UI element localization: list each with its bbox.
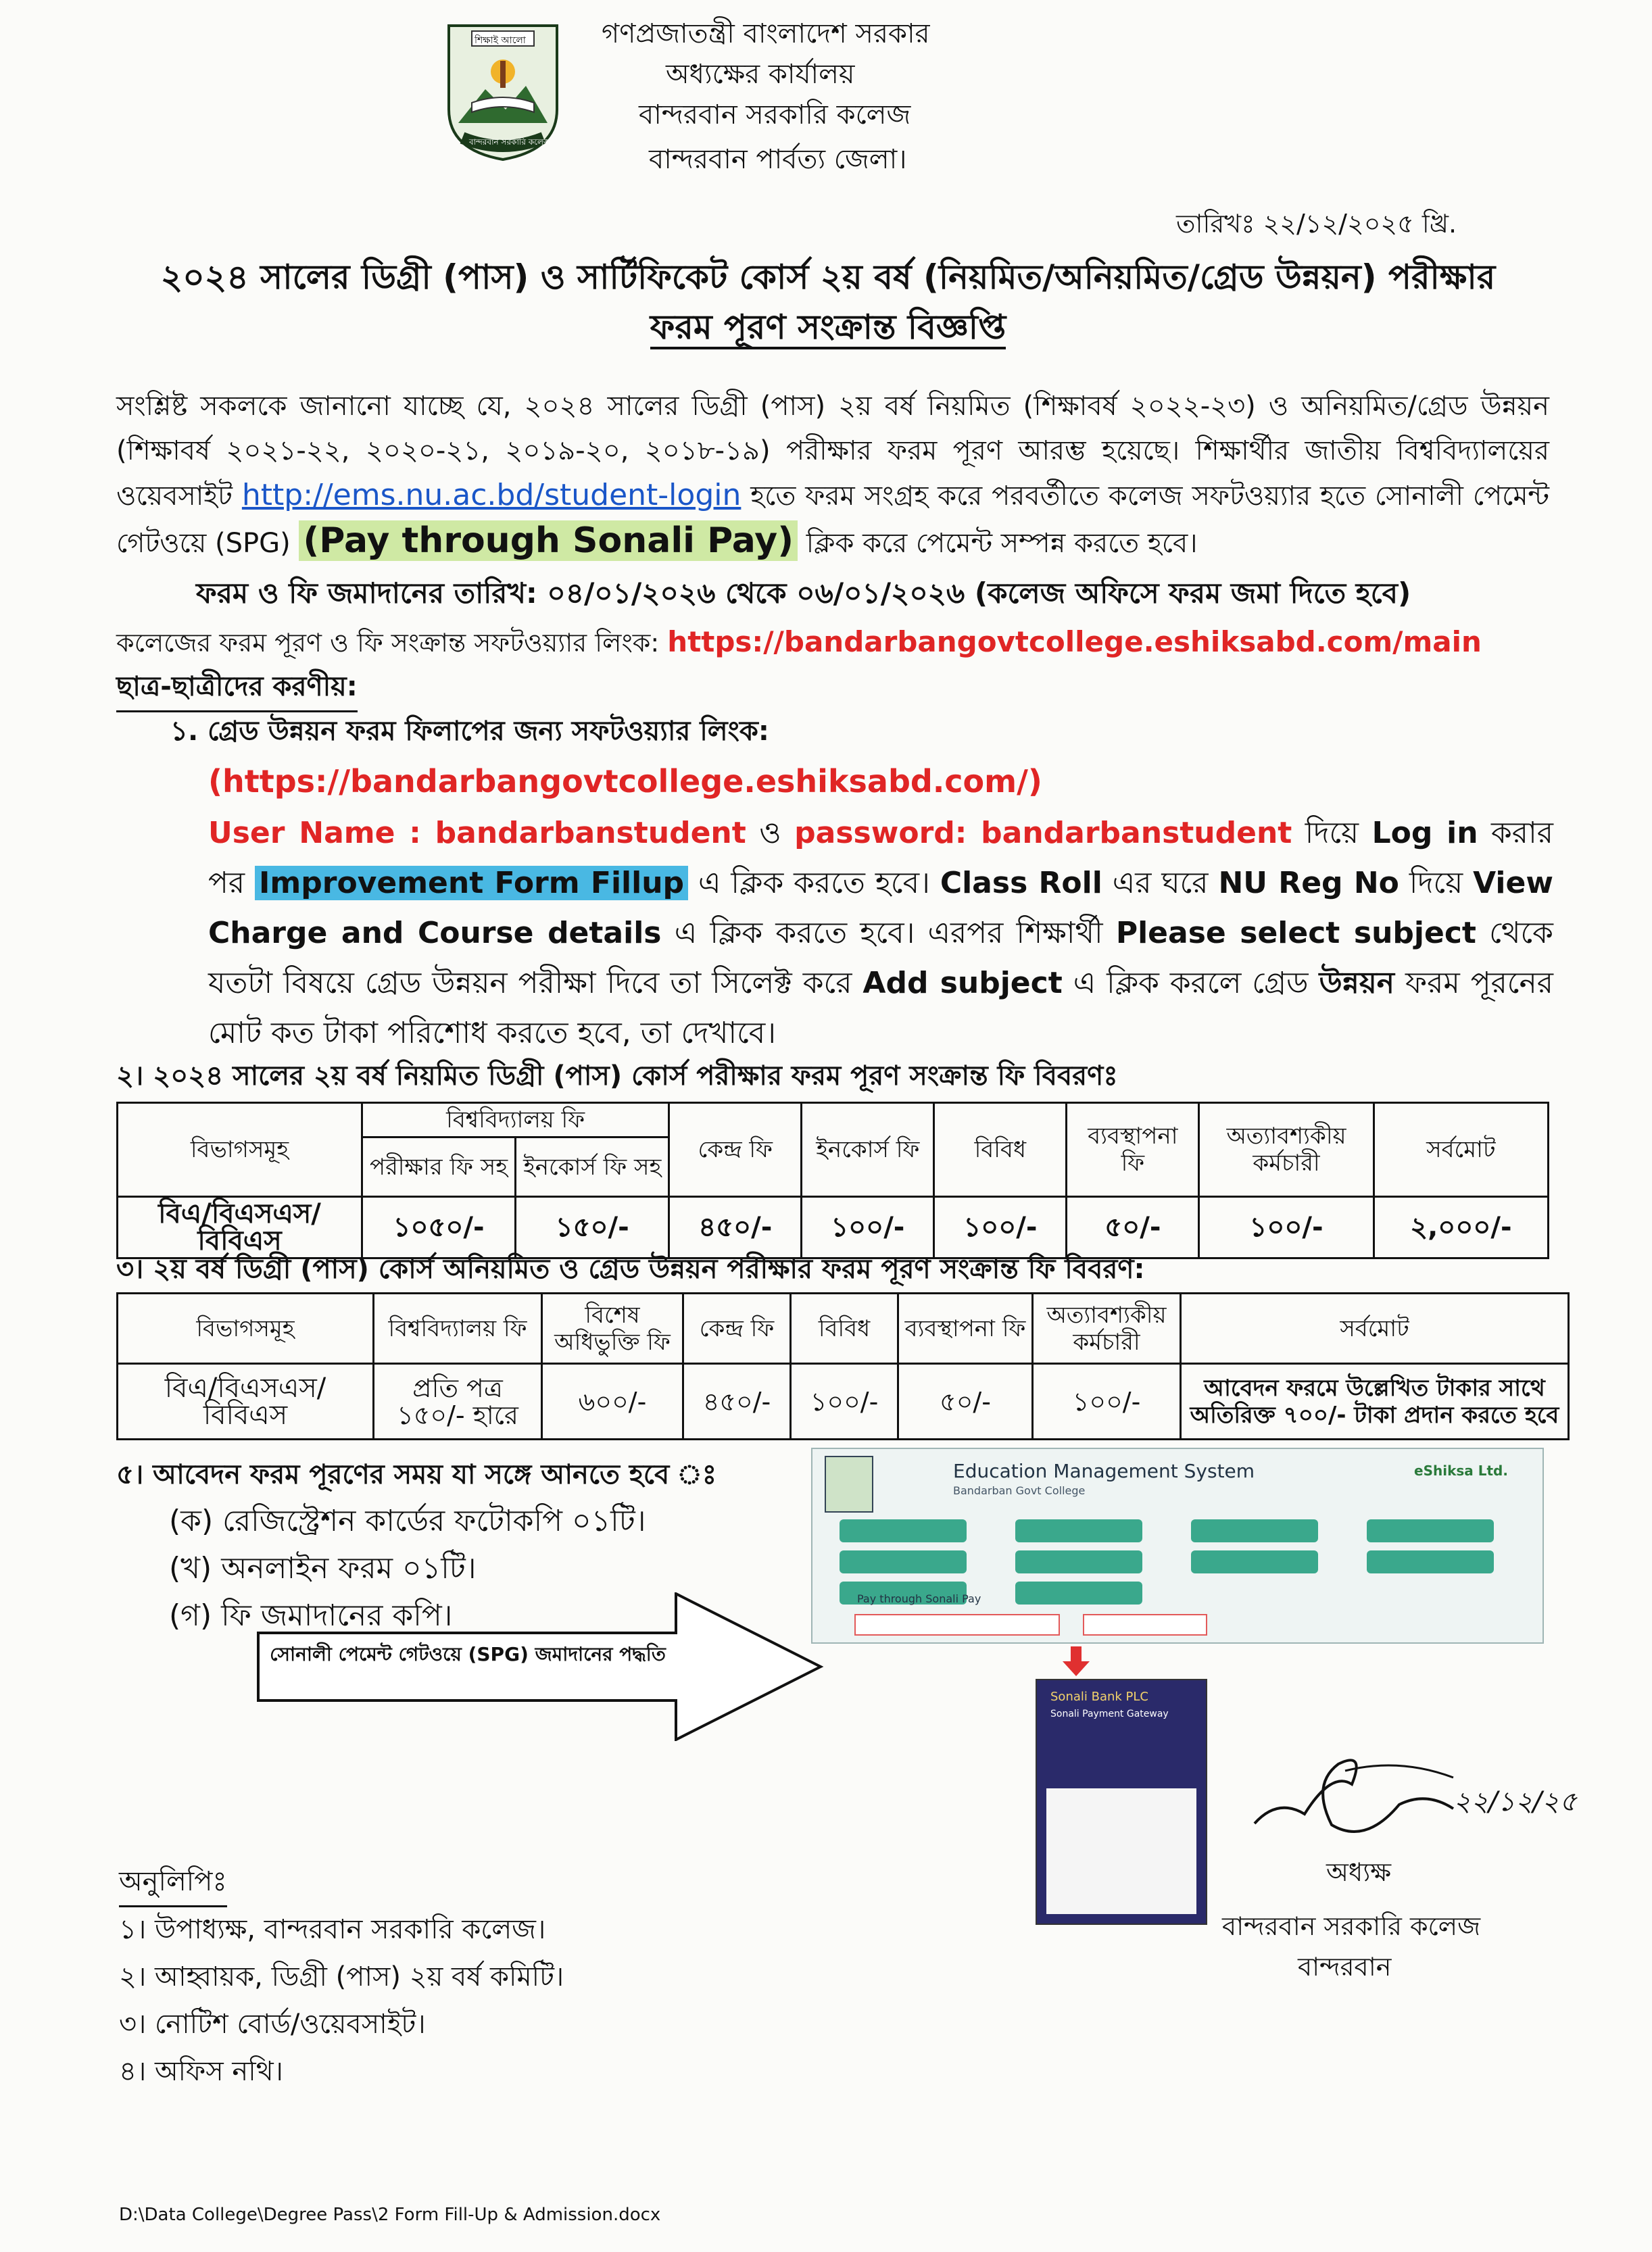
cell-dept: বিএ/বিএসএস/বিবিএস	[118, 1197, 362, 1258]
signatory-college: বান্দরবান সরকারি কলেজ	[1222, 1911, 1481, 1941]
ems-tile[interactable]	[840, 1519, 967, 1542]
arrow-graphic	[257, 1592, 825, 1744]
ems-tile[interactable]	[1015, 1582, 1142, 1605]
irregular-fee-table	[116, 1292, 1570, 1440]
list-item: (ক) রেজিস্ট্রেশন কার্ডের ফটোকপি ০১টি।	[169, 1504, 646, 1538]
step1-text-1: এ ক্লিক করতে হবে।	[698, 866, 930, 900]
date: তারিখঃ ২২/১২/২০২৫ খ্রি.	[1176, 209, 1457, 239]
total-line-2: অতিরিক্ত ৭০০/- টাকা প্রদান করতে হবে	[1190, 1401, 1559, 1429]
step1-text-7: ফরম পূরনের মোট কত টাকা পরিশোধ করতে হবে, তা দেখাবে।	[208, 966, 1553, 1050]
ems-brand: eShiksa Ltd.	[1414, 1463, 1508, 1479]
ems-screenshot	[811, 1448, 1544, 1644]
col-mgmt-fee: ব্যবস্থাপনা ফি	[898, 1294, 1033, 1364]
step1-text-3: দিয়ে	[1409, 866, 1463, 900]
regular-fee-table	[116, 1102, 1549, 1259]
student-duties-heading: ছাত্র-ছাত্রীদের করণীয়:	[116, 665, 358, 712]
col-misc: বিবিধ	[934, 1103, 1067, 1197]
ems-tile[interactable]	[1367, 1519, 1494, 1542]
step1-text-5: থেকে যতটা বিষয়ে গ্রেড উন্নয়ন পরীক্ষা দিবে তা সিলেক্ট করে	[208, 916, 1553, 1000]
step1-login-pre: দিয়ে	[1305, 816, 1359, 850]
ems-title: Education Management System	[953, 1460, 1255, 1482]
col-univ-fee: বিশ্ববিদ্যালয় ফি	[374, 1294, 542, 1364]
header-line-2: অধ্যক্ষের কার্যালয়	[666, 59, 855, 90]
please-select-subject-label: Please select subject	[1115, 916, 1476, 950]
cell-misc: ১০০/-	[791, 1364, 898, 1440]
cell-dept: বিএ/বিএসএস/বিবিএস	[118, 1364, 374, 1440]
ems-subtitle: Bandarban Govt College	[953, 1484, 1086, 1497]
step1-and: ও	[759, 816, 781, 850]
ems-tile[interactable]	[1367, 1550, 1494, 1573]
header-line-3: বান্দরবান সরকারি কলেজ	[639, 99, 911, 130]
step1-text-2: এর ঘরে	[1112, 866, 1209, 900]
college-logo	[445, 22, 561, 162]
cell-staff: ১০০/-	[1033, 1364, 1181, 1440]
ems-tile[interactable]	[840, 1550, 967, 1573]
col-staff: অত্যাবশ্যকীয় কর্মচারী	[1033, 1294, 1181, 1364]
header-line-4: বান্দরবান পার্বত্য জেলা।	[649, 144, 907, 175]
class-roll-label: Class Roll	[940, 866, 1102, 900]
list-item: ২। আহ্বায়ক, ডিগ্রী (পাস) ২য় বর্ষ কমিটি।	[119, 1961, 564, 1992]
step1-text-4: এ ক্লিক করতে হবে। এরপর শিক্ষার্থী	[674, 916, 1103, 950]
intro-text-1: সংশ্লিষ্ট সকলকে জানানো যাচ্ছে যে, ২০২৪ সালের ডিগ্রী (পাস) ২য় বর্ষ নিয়মিত (শিক্ষাবর্ষ ২০২২-২৩) ও অনিয়মিত/গ্রেড উন্নয়ন (শিক্ষাবর্ষ ২০২১-২২, ২০২০-২১, ২০১৯-২০, ২০১৮-১৯) পরীক্ষার ফরম পূরণ আরম্ভ হয়েছে। শিক্ষার্থীর জাতীয় বিশ্ববিদ্যালয়ের ওয়েবসাইট	[116, 391, 1549, 512]
cell-special-fee: ৬০০/-	[542, 1364, 683, 1440]
cell-exam-fee: ১০৫০/-	[362, 1197, 515, 1258]
signature-date: ২২/১২/২৫	[1453, 1786, 1577, 1817]
step1-unnoyon: উন্নয়ন	[1319, 966, 1395, 1000]
deadline: ফরম ও ফি জমাদানের তারিখ: ০৪/০১/২০২৬ থেকে ০৬/০১/২০২৬ (কলেজ অফিসে ফরম জমা দিতে হবে)	[196, 577, 1411, 610]
step1-heading: ১. গ্রেড উন্নয়ন ফরম ফিলাপের জন্য সফটওয়্যার লিংক:	[170, 716, 769, 747]
footer-file-path: D:\Data College\Degree Pass\2 Form Fill-Up & Admission.docx	[119, 2205, 661, 2225]
total-line-1: আবেদন ফরমে উল্লেখিত টাকার সাথে	[1204, 1374, 1545, 1402]
section2-heading: ২। ২০২৪ সালের ২য় বর্ষ নিয়মিত ডিগ্রী (পাস) কোর্স পরীক্ষার ফরম পূরণ সংক্রান্ত ফি বিবরণঃ	[116, 1060, 1118, 1092]
ems-pay-label: Pay through Sonali Pay	[857, 1592, 981, 1605]
col-exam-fee: পরীক্ষার ফি সহ	[362, 1137, 515, 1197]
signatory-title: অধ্যক্ষ	[1326, 1857, 1392, 1887]
improvement-form-fillup-label: Improvement Form Fillup	[255, 866, 688, 900]
table-row	[118, 1364, 1569, 1440]
cell-misc: ১০০/-	[934, 1197, 1067, 1258]
cell-center-fee: ৪৫০/-	[669, 1197, 802, 1258]
ems-pay-input[interactable]	[854, 1614, 1060, 1636]
ems-tile[interactable]	[1015, 1550, 1142, 1573]
logo-college-name: বান্দরবান সরকারি কলেজ	[469, 137, 551, 147]
col-total: সর্বমোট	[1181, 1294, 1569, 1364]
phone-subtitle: Sonali Payment Gateway	[1050, 1709, 1169, 1719]
cell-center-fee: ৪৫০/-	[683, 1364, 791, 1440]
step1-link[interactable]: (https://bandarbangovtcollege.eshiksabd.com/)	[208, 763, 1042, 800]
list-item: ৪। অফিস নথি।	[119, 2056, 283, 2087]
col-center-fee: কেন্দ্র ফি	[669, 1103, 802, 1197]
section3-heading: ৩। ২য় বর্ষ ডিগ্রী (পাস) কোর্স অনিয়মিত ও গ্রেড উন্নয়ন পরীক্ষার ফরম পূরণ সংক্রান্ত ফি বিবরণ:	[116, 1254, 1145, 1285]
list-item: ১। উপাধ্যক্ষ, বান্দরবান সরকারি কলেজ।	[119, 1914, 546, 1945]
nu-reg-label: NU Reg No	[1218, 866, 1399, 900]
software-link-row	[116, 620, 1482, 664]
intro-text-2: হতে ফরম সংগ্রহ করে পরবর্তীতে কলেজ সফটওয়্যার হতে সোনালী পেমেন্ট গেটওয়ে (SPG)	[116, 481, 1550, 559]
step1-password: password: bandarbanstudent	[794, 816, 1292, 850]
col-dept: বিভাগসমূহ	[118, 1294, 374, 1364]
step1-login-post: করার পর	[208, 816, 1553, 900]
sonali-pay-phone-screenshot	[1036, 1679, 1207, 1925]
nu-student-login-link[interactable]: http://ems.nu.ac.bd/student-login	[241, 478, 742, 512]
ems-tile[interactable]	[1015, 1519, 1142, 1542]
down-arrow-icon	[1063, 1646, 1090, 1679]
step1-username: User Name : bandarbanstudent	[208, 816, 746, 850]
view-charge-label: View Charge and Course details	[208, 866, 1553, 950]
header-line-1: গণপ্রজাতন্ত্রী বাংলাদেশ সরকার	[602, 18, 930, 49]
cell-total	[1181, 1364, 1569, 1440]
software-link-label: কলেজের ফরম পূরণ ও ফি সংক্রান্ত সফটওয়্যার লিংক:	[116, 628, 660, 658]
signatory-place: বান্দরবান	[1298, 1952, 1392, 1982]
software-link[interactable]: https://bandarbangovtcollege.eshiksabd.com/main	[667, 625, 1482, 658]
list-item: ৩। নোটিশ বোর্ড/ওয়েবসাইট।	[119, 2009, 426, 2040]
col-dept: বিভাগসমূহ	[118, 1103, 362, 1197]
col-incourse-fee: ইনকোর্স ফি	[802, 1103, 934, 1197]
intro-paragraph	[116, 384, 1549, 566]
notice-title-line-1: ২০২৪ সালের ডিগ্রী (পাস) ও সার্টিফিকেট কোর্স ২য় বর্ষ (নিয়মিত/অনিয়মিত/গ্রেড উন্নয়ন) পরীক্ষার	[160, 258, 1496, 297]
intro-text-3: ক্লিক করে পেমেন্ট সম্পন্ন করতে হবে।	[806, 528, 1198, 559]
ems-tile[interactable]	[1191, 1519, 1318, 1542]
col-special-fee: বিশেষ অধিভুক্তি ফি	[542, 1294, 683, 1364]
ems-pay-button[interactable]	[1083, 1614, 1207, 1636]
cell-incourse-fee: ১০০/-	[802, 1197, 934, 1258]
col-univ-fee: বিশ্ববিদ্যালয় ফি	[362, 1103, 669, 1137]
step1-login: Log in	[1371, 816, 1478, 850]
col-total: সর্বমোট	[1374, 1103, 1548, 1197]
ems-logo	[825, 1456, 873, 1513]
list-item: (গ) ফি জমাদানের কপি।	[169, 1598, 453, 1633]
step1-text-6: এ ক্লিক করলে গ্রেড	[1073, 966, 1309, 1000]
phone-payment-options[interactable]	[1046, 1788, 1196, 1914]
col-mgmt-fee: ব্যবস্থাপনা ফি	[1067, 1103, 1199, 1197]
arrow-label: সোনালী পেমেন্ট গেটওয়ে (SPG) জমাদানের পদ্ধতি	[270, 1643, 666, 1665]
copies-heading: অনুলিপিঃ	[119, 1860, 227, 1907]
col-incourse-incl: ইনকোর্স ফি সহ	[516, 1137, 669, 1197]
cell-mgmt-fee: ৫০/-	[898, 1364, 1033, 1440]
col-misc: বিবিধ	[791, 1294, 898, 1364]
phone-title: Sonali Bank PLC	[1050, 1690, 1148, 1704]
section5-heading: ৫। আবেদন ফরম পূরণের সময় যা সঙ্গে আনতে হবে ঃ	[116, 1459, 717, 1490]
col-staff: অত্যাবশ্যকীয় কর্মচারী	[1199, 1103, 1374, 1197]
cell-mgmt-fee: ৫০/-	[1067, 1197, 1199, 1258]
ems-tile[interactable]	[1191, 1550, 1318, 1573]
logo-motto: শিক্ষাই আলো	[475, 35, 526, 46]
notice-title-line-2: ফরম পূরণ সংক্রান্ত বিজ্ঞপ্তি	[650, 308, 1006, 349]
step1-instructions	[208, 808, 1553, 1058]
cell-total: ২,০০০/-	[1374, 1197, 1548, 1258]
cell-staff: ১০০/-	[1199, 1197, 1374, 1258]
col-center-fee: কেন্দ্র ফি	[683, 1294, 791, 1364]
pay-through-sonali-label: (Pay through Sonali Pay)	[299, 520, 798, 561]
cell-univ-fee: প্রতি পত্র ১৫০/- হারে	[374, 1364, 542, 1440]
cell-incourse-incl: ১৫০/-	[516, 1197, 669, 1258]
add-subject-label: Add subject	[863, 966, 1063, 1000]
list-item: (খ) অনলাইন ফরম ০১টি।	[169, 1551, 477, 1586]
